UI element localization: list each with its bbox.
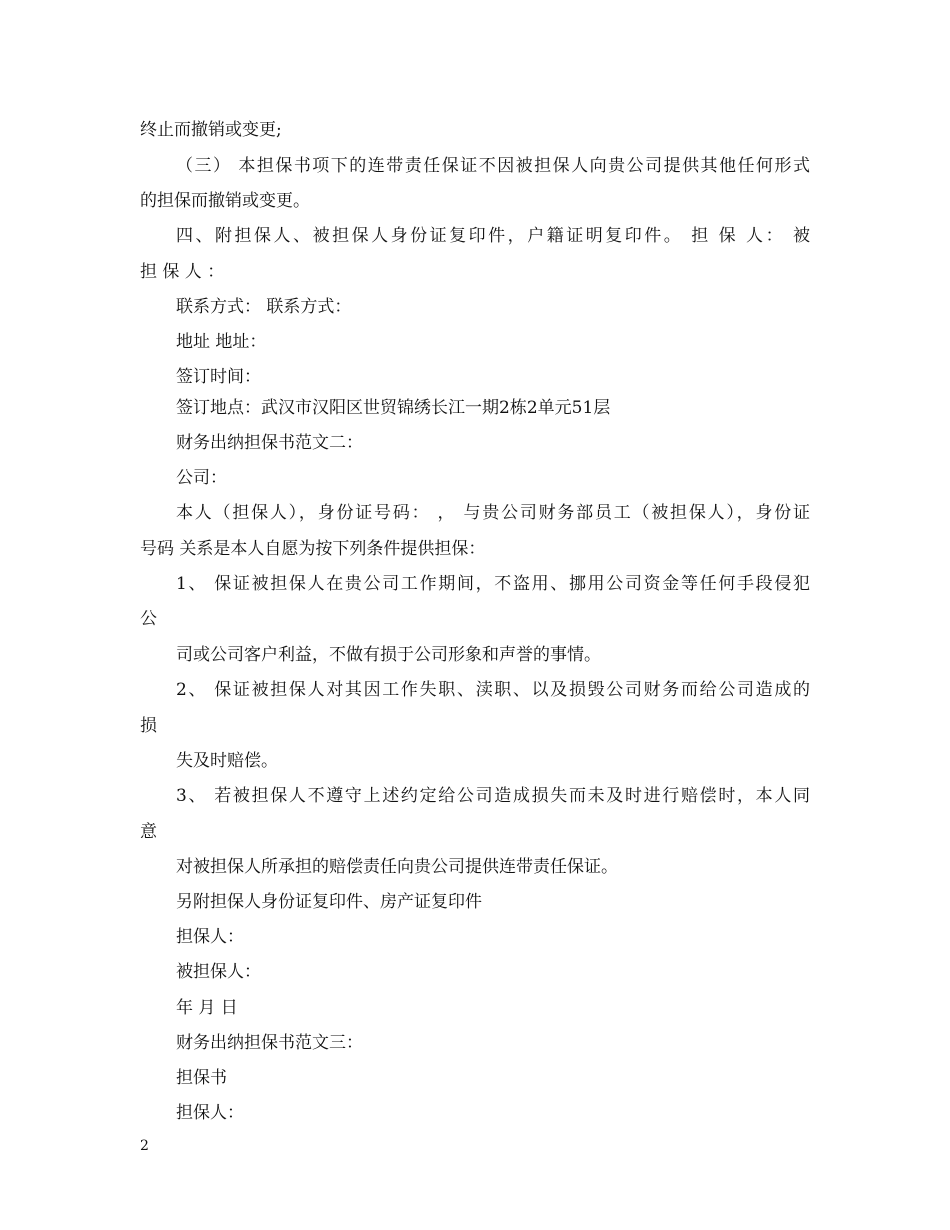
- section-heading: 财务出纳担保书范文二：: [176, 433, 363, 453]
- paragraph-line: 司或公司客户利益，不做有损于公司形象和声誉的事情。: [176, 645, 601, 665]
- paragraph-line: 签订地点：武汉市汉阳区世贸锦绣长江一期2栋2单元51层: [176, 398, 611, 418]
- paragraph-line: （三） 本担保书项下的连带责任保证不因被担保人向贵公司提供其他任何形式: [176, 156, 810, 176]
- paragraph-line: 2、 保证被担保人对其因工作失职、渎职、以及损毁公司财务而给公司造成的: [176, 680, 810, 700]
- paragraph-line: 地址 地址：: [176, 332, 267, 352]
- paragraph-line: 四、附担保人、被担保人身份证复印件，户籍证明复印件。 担 保 人： 被: [176, 226, 810, 246]
- paragraph-line: 担保书: [176, 1068, 227, 1088]
- paragraph-line: 的担保而撤销或变更。: [140, 191, 310, 211]
- paragraph-line: 3、 若被担保人不遵守上述约定给公司造成损失而未及时进行赔偿时，本人同: [176, 786, 810, 806]
- paragraph-line: 号码 关系是本人自愿为按下列条件提供担保：: [140, 539, 486, 559]
- paragraph-line: 签订时间：: [176, 367, 261, 387]
- paragraph-line: 被担保人：: [176, 962, 261, 982]
- page-number: 2: [140, 1138, 149, 1154]
- paragraph-line: 担 保 人 ：: [140, 262, 225, 282]
- paragraph-line: 损: [140, 716, 157, 736]
- section-heading: 财务出纳担保书范文三：: [176, 1033, 363, 1053]
- paragraph-line: 本人（担保人），身份证号码： ， 与贵公司财务部员工（被担保人），身份证: [176, 503, 810, 523]
- paragraph-line: 担保人：: [176, 1103, 244, 1123]
- paragraph-line: 意: [140, 822, 157, 842]
- paragraph-line: 1、 保证被担保人在贵公司工作期间，不盗用、挪用公司资金等任何手段侵犯: [176, 574, 810, 594]
- paragraph-line: 公: [140, 609, 157, 629]
- paragraph-line: 对被担保人所承担的赔偿责任向贵公司提供连带责任保证。: [176, 857, 618, 877]
- paragraph-line: 失及时赔偿。: [176, 751, 278, 771]
- paragraph-line: 担保人：: [176, 927, 244, 947]
- paragraph-line: 另附担保人身份证复印件、房产证复印件: [176, 892, 482, 912]
- paragraph-line: 公司：: [176, 468, 227, 488]
- paragraph-line: 终止而撤销或变更;: [140, 120, 282, 140]
- paragraph-line: 联系方式： 联系方式：: [176, 297, 352, 317]
- paragraph-line: 年 月 日: [176, 998, 238, 1018]
